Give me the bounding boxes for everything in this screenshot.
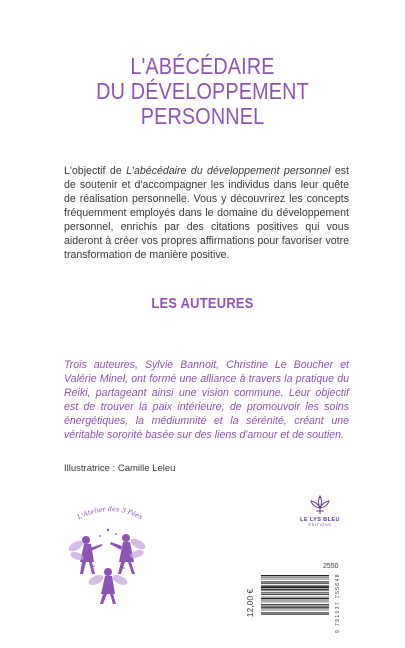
- publisher-name: LE LYS BLEU: [300, 517, 340, 523]
- intro-paragraph: [64, 164, 349, 262]
- code-number: 2550: [323, 563, 339, 570]
- atelier-fairies-logo: [64, 500, 156, 610]
- lily-icon: [309, 494, 331, 516]
- publisher-logo: [297, 494, 343, 542]
- authors-paragraph: Trois auteures, Sylvie Bannoit, Christine Le Boucher et Valérie Minel, ont formé une alliance à travers la pratique du Reiki, partageant ainsi une vision commune. Leur objectif est de trouver la paix intérieure, de promouvoir les soins énergétiques, la médiumnité et la sérénité, créant une véritable sororité basée sur des liens d'amour et de soutien.: [64, 359, 349, 441]
- price-label: [244, 573, 256, 633]
- barcode-icon: [259, 573, 331, 633]
- intro-prefix: L'objectif de: [64, 165, 127, 177]
- title-line-3: PERSONNEL: [140, 103, 265, 129]
- book-title: [28, 54, 376, 129]
- atelier-logo-text: L'Atelier des 3 Fées: [76, 504, 144, 522]
- price-text: 12,00 €: [245, 588, 255, 618]
- authors-heading: LES AUTEURES: [151, 295, 254, 312]
- title-line-2: DU DÉVELOPPEMENT: [96, 78, 309, 104]
- isbn-digits-text: 9 791037 755648: [335, 573, 341, 633]
- intro-suffix: est de soutenir et d'accompagner les individus dans leur quête de réalisation personnelle. Vous y découvrirez les concepts fréquemment employés dans le domaine du développement personnel, enrichis par des citations positives qui vous aideront à créer vos propres affirmations pour favoriser votre transformation de manière positive.: [64, 165, 350, 261]
- isbn-digits: [332, 575, 344, 631]
- intro-book-title: L'abécédaire du développement personnel: [126, 165, 331, 177]
- isbn-barcode: [259, 573, 347, 633]
- publisher-sub: ÉDITIONS: [308, 523, 332, 527]
- illustrator-credit: Illustratrice : Camille Leleu: [64, 463, 176, 474]
- title-line-1: L'ABÉCÉDAIRE: [130, 53, 275, 79]
